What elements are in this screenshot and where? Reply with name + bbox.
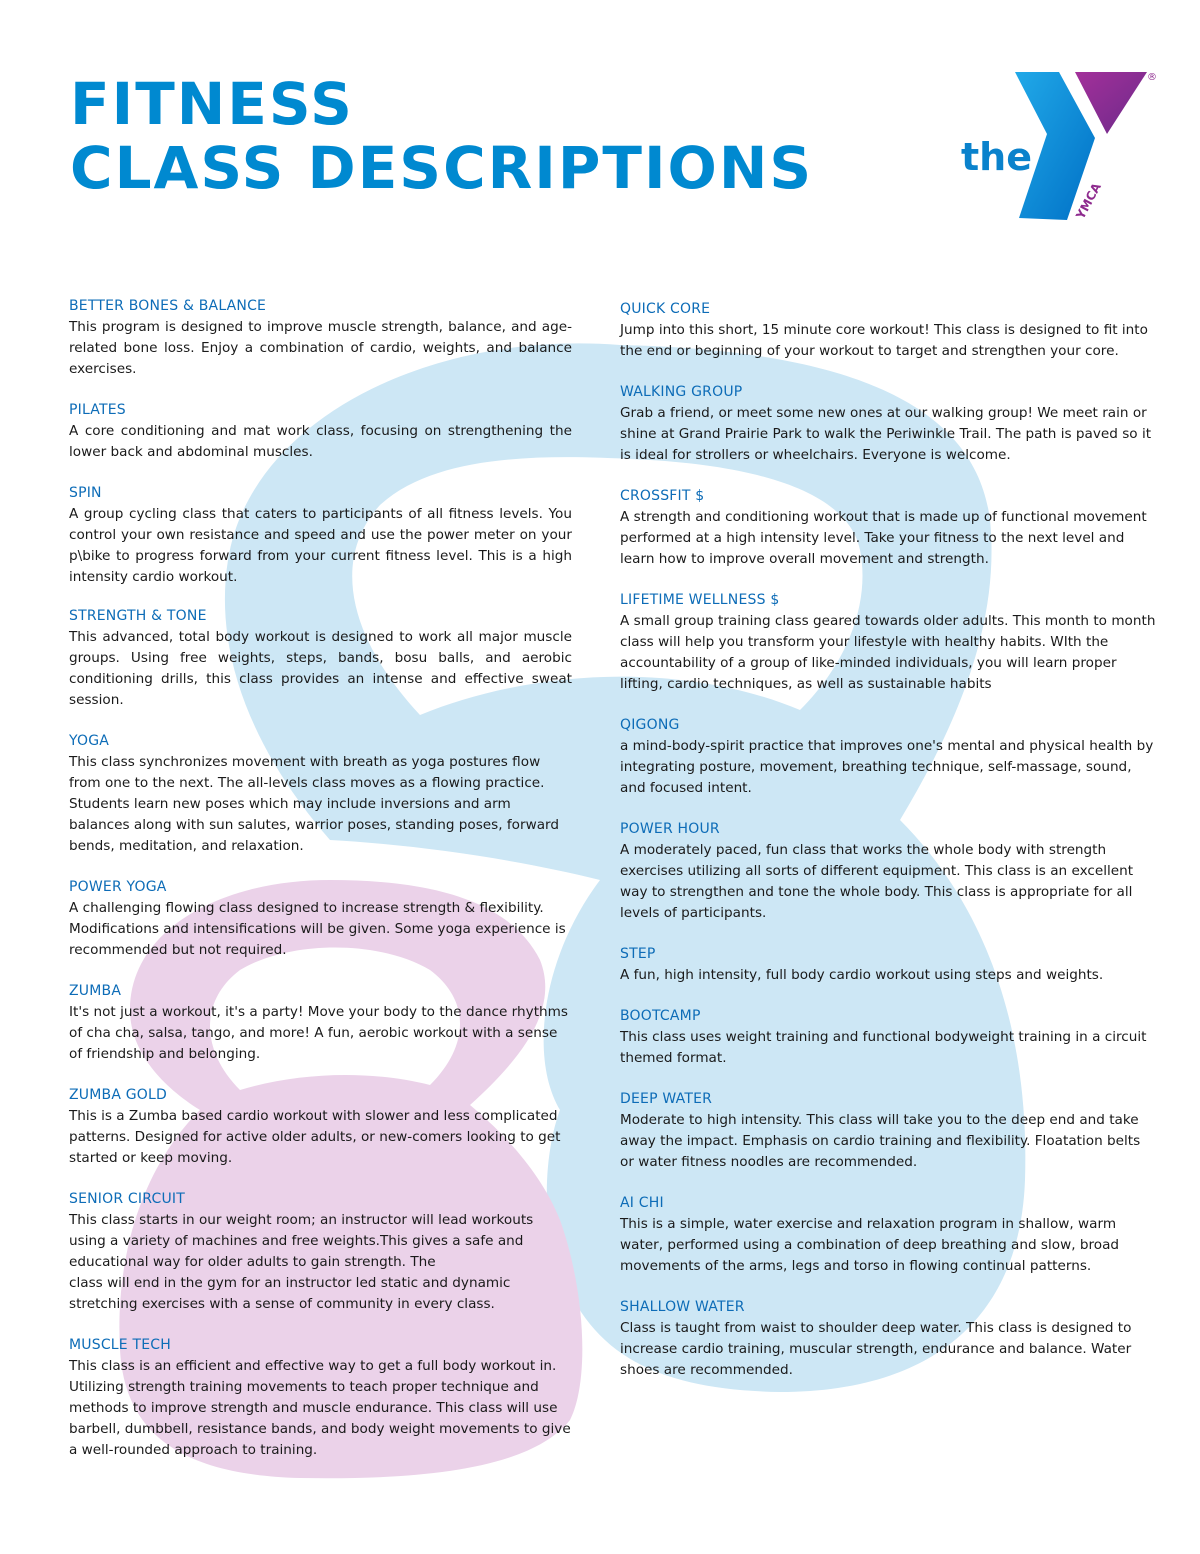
class-description — [620, 507, 1156, 570]
class-section-zumba-gold — [69, 1085, 572, 1169]
class-description-text: Grab a friend, or meet some new ones at our walking group! We meet rain or shine at Grand Prairie Park to walk the Periwinkle Trail. The path is paved so it is ideal for strollers or wheelchairs. Everyone is welcome. — [620, 405, 1152, 463]
class-description — [620, 1110, 1156, 1173]
logo-registered-mark: ® — [1147, 72, 1157, 83]
class-title: SENIOR CIRCUIT — [69, 1191, 185, 1207]
page-title-line-1: FITNESS — [70, 70, 354, 138]
class-title: LIFETIME WELLNESS $ — [620, 592, 780, 608]
class-title: CROSSFIT $ — [620, 488, 705, 504]
class-description — [69, 898, 572, 961]
class-description — [620, 1318, 1156, 1381]
class-section-strength-tone — [69, 606, 572, 711]
page-title — [70, 72, 813, 200]
ymca-logo — [955, 68, 1165, 228]
class-description — [69, 421, 572, 463]
class-title: ZUMBA GOLD — [69, 1087, 167, 1103]
class-section-shallow-water — [620, 1297, 1156, 1381]
logo-ymca-text: YMCA — [1073, 180, 1104, 222]
class-description — [69, 1106, 572, 1169]
class-section-walking-group — [620, 382, 1156, 466]
class-title: AI CHI — [620, 1195, 664, 1211]
class-section-power-yoga — [69, 877, 572, 961]
class-description — [620, 736, 1156, 799]
class-title: WALKING GROUP — [620, 384, 743, 400]
class-description — [620, 1027, 1156, 1069]
class-description-text: class will end in the gym for an instructor led static and dynamic stretching exercises with a sense of community in every class. — [69, 1275, 511, 1312]
class-description-text: Jump into this short, 15 minute core workout! This class is designed to fit into the end or beginning of your workout to target and strengthen your core. — [620, 322, 1148, 359]
page-title-line-2: CLASS DESCRIPTIONS — [70, 134, 814, 202]
class-title: STEP — [620, 946, 656, 962]
class-section-qigong — [620, 715, 1156, 799]
left-column — [69, 296, 572, 1481]
class-title: POWER HOUR — [620, 821, 720, 837]
class-description-text: A core conditioning and mat work class, focusing on strengthening the lower back and abdominal muscles. — [69, 423, 572, 460]
class-title: BETTER BONES & BALANCE — [69, 298, 267, 314]
class-description — [620, 1214, 1156, 1277]
class-description-text: a mind-body-spirit practice that improves one's mental and physical health by integrating posture, movement, breathing technique, self-massage, sound, and focused intent. — [620, 738, 1154, 796]
class-description-text: A group cycling class that caters to participants of all fitness levels. You control your own resistance and speed and use the power meter on your p\bike to progress forward from your current fitness level. This is a high intensity cardio workout. — [69, 506, 572, 585]
class-description-text: This advanced, total body workout is designed to work all major muscle groups. Using free weights, steps, bands, bosu balls, and aerobic conditioning drills, this class provides an intense and effective sweat session. — [69, 629, 572, 708]
class-description-text: It's not just a workout, it's a party! Move your body to the dance rhythms of cha cha, salsa, tango, and more! A fun, aerobic workout with a sense of friendship and belonging. — [69, 1004, 568, 1062]
class-description — [69, 752, 572, 857]
class-title: ZUMBA — [69, 983, 122, 999]
class-description — [620, 611, 1156, 695]
class-description-text: A fun, high intensity, full body cardio workout using steps and weights. — [620, 967, 1104, 983]
class-section-better-bones-balance — [69, 296, 572, 380]
class-description — [69, 1356, 572, 1461]
class-title: STRENGTH & TONE — [69, 608, 207, 624]
class-description-text: A strength and conditioning workout that is made up of functional movement performed at a high intensity level. Take your fitness to the next level and learn how to improve overall movement and strength. — [620, 509, 1147, 567]
class-section-pilates — [69, 400, 572, 463]
class-title: QIGONG — [620, 717, 680, 733]
class-title: YOGA — [69, 733, 110, 749]
class-description — [620, 965, 1156, 986]
class-title: SHALLOW WATER — [620, 1299, 745, 1315]
class-description-text: This program is designed to improve muscle strength, balance, and age-related bone loss. Enjoy a combination of cardio, weights, and balance exercises. — [69, 319, 572, 377]
logo-the-text: the — [961, 135, 1032, 179]
class-description-text: A challenging flowing class designed to increase strength & flexibility. Modifications and intensifications will be given. Some yoga experience is recommended but not required. — [69, 900, 566, 958]
class-description — [620, 840, 1156, 924]
class-description — [620, 403, 1156, 466]
class-section-quick-core — [620, 299, 1156, 362]
class-section-lifetime-wellness — [620, 590, 1156, 695]
class-description-text: This class is an efficient and effective way to get a full body workout in. Utilizing strength training movements to teach proper technique and methods to improve strength and muscle endurance. This class will use barbell, dumbbell, resistance bands, and body weight movements to give a well-rounded approach to training. — [69, 1358, 571, 1458]
class-section-crossfit — [620, 486, 1156, 570]
class-section-spin — [69, 483, 572, 588]
class-section-bootcamp — [620, 1006, 1156, 1069]
class-title: SPIN — [69, 485, 102, 501]
class-description-text: This is a Zumba based cardio workout with slower and less complicated patterns. Designed for active older adults, or new-comers looking to get started or keep moving. — [69, 1108, 561, 1166]
class-title: QUICK CORE — [620, 301, 711, 317]
class-description-text: This class synchronizes movement with breath as yoga postures flow from one to the next. The all-levels class moves as a flowing practice. Students learn new poses which may include inversions and arm balances along with sun salutes, warrior poses, standing poses, forward bends, meditation, and relaxation. — [69, 754, 559, 854]
class-description — [69, 1002, 572, 1065]
class-description-text: This class starts in our weight room; an instructor will lead workouts using a variety of machines and free weights.This gives a safe and educational way for older adults to gain strength. The — [69, 1212, 534, 1270]
class-title: PILATES — [69, 402, 126, 418]
class-description-text: This class uses weight training and functional bodyweight training in a circuit themed format. — [620, 1029, 1147, 1066]
class-section-power-hour — [620, 819, 1156, 924]
class-section-ai-chi — [620, 1193, 1156, 1277]
class-description — [620, 320, 1156, 362]
class-description-text: A small group training class geared towards older adults. This month to month class will help you transform your lifestyle with healthy habits. WIth the accountability of a group of like-minded individuals, you will learn proper lifting, cardio techniques, as well as sustainable habits — [620, 613, 1156, 692]
class-description — [69, 504, 572, 588]
class-description-text: A moderately paced, fun class that works the whole body with strength exercises utilizing all sorts of different equipment. This class is an excellent way to strengthen and tone the whole body. This class is appropriate for all levels of participants. — [620, 842, 1134, 921]
class-description — [69, 627, 572, 711]
class-title: MUSCLE TECH — [69, 1337, 171, 1353]
class-section-deep-water — [620, 1089, 1156, 1173]
class-title: BOOTCAMP — [620, 1008, 701, 1024]
class-description-text: This is a simple, water exercise and relaxation program in shallow, warm water, performed using a combination of deep breathing and slow, broad movements of the arms, legs and torso in flowing continual patterns. — [620, 1216, 1120, 1274]
class-title: POWER YOGA — [69, 879, 167, 895]
class-description — [69, 1210, 572, 1315]
class-section-step — [620, 944, 1156, 986]
right-column — [620, 299, 1156, 1401]
class-description-text: Class is taught from waist to shoulder deep water. This class is designed to increase cardio training, muscular strength, endurance and balance. Water shoes are recommended. — [620, 1320, 1132, 1378]
class-section-zumba — [69, 981, 572, 1065]
class-description — [69, 317, 572, 380]
class-description-text: Moderate to high intensity. This class will take you to the deep end and take away the impact. Emphasis on cardio training and flexibility. Floatation belts or water fitness noodles are recommended. — [620, 1112, 1141, 1170]
class-title: DEEP WATER — [620, 1091, 713, 1107]
class-section-yoga — [69, 731, 572, 857]
class-section-senior-circuit — [69, 1189, 572, 1315]
class-section-muscle-tech — [69, 1335, 572, 1461]
